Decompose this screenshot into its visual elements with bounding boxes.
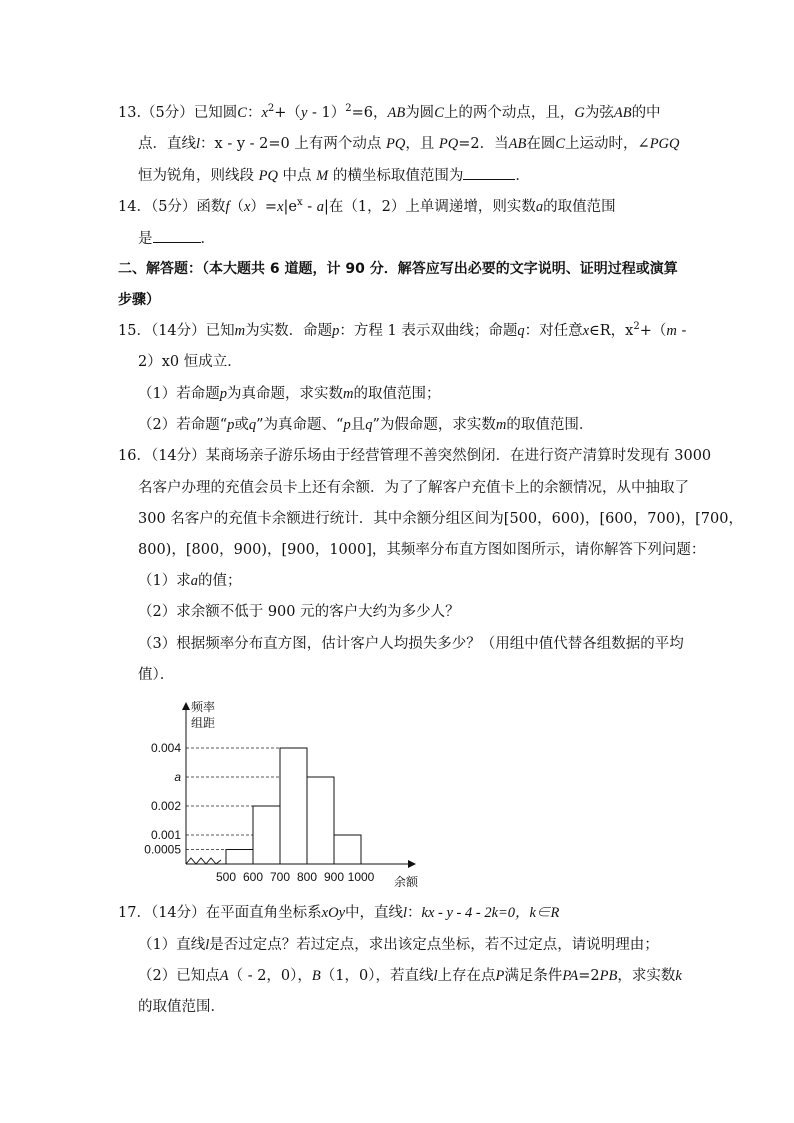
q15-line-1: 15．（14分）已知m为实数．命题p：方程 1 表示双曲线；命题q：对任意x∈R，$x^2+(m$ - — [118, 321, 687, 339]
q16-sub-3-cont: 值）． — [138, 667, 175, 683]
histogram-bar — [280, 748, 307, 864]
q13-line-2: 点．直线l：x - y - 2=0 上有两个动点 PQ，且 PQ=2．当AB在圆C上运动时，∠PGQ — [138, 136, 680, 152]
q17-sub-1: （1）直线l是否过定点？若过定点，求出该定点坐标，若不过定点，请说明理由； — [138, 937, 659, 953]
y-axis-arrow — [182, 702, 190, 710]
x-tick-label: 1000 — [347, 870, 375, 884]
x-axis-label: 余额 — [394, 875, 419, 889]
q13-line-1: 13.（5分）已知圆C：$x^2+(y - 1)^2=6$，AB为圆C上的两个动点，且，G为弦AB的中 — [118, 103, 661, 121]
q14-line-2: 是 ． — [138, 228, 215, 249]
q17-sub-2: （2）已知点A（ - 2，0），B（1，0），若直线l上存在点P满足条件PA=2PB，求实数k — [138, 968, 682, 984]
histogram-bar — [226, 850, 253, 865]
histogram-bar — [334, 835, 361, 864]
y-axis-label-numerator: 频率 — [191, 700, 216, 714]
q15-line-2: 2）x0 恒成立． — [138, 354, 242, 370]
q13-answer-blank — [463, 165, 515, 180]
x-tick-label: 700 — [269, 870, 291, 884]
y-tick-label: a — [174, 770, 181, 784]
q16-line-4: 800)，[800，900)，[900，1000]，其频率分布直方图如图所示，请你解答下列问题： — [138, 542, 706, 558]
y-tick-label: 0.004 — [150, 741, 181, 755]
q17-line-1: 17．（14分）在平面直角坐标系xOy中，直线l：kx - y - 4 - 2k=0，k∈R — [118, 905, 560, 921]
q15-sub-2: （2）若命题“p或q”为真命题、“p且q”为假命题，求实数m的取值范围． — [138, 417, 594, 433]
x-tick-label: 600 — [242, 870, 264, 884]
x-axis-arrow — [408, 860, 416, 868]
q16-sub-1: （1）求a的值； — [138, 573, 242, 589]
section-heading-cont: 步骤） — [118, 292, 160, 308]
q14-answer-blank — [153, 228, 201, 243]
axis-break-zigzag — [186, 858, 221, 864]
q16-line-2: 名客户办理的充值会员卡上还有余额．为了了解客户充值卡上的余额情况，从中抽取了 — [138, 480, 689, 496]
q13-line-3: 恒为锐角，则线段 PQ 中点 M 的横坐标取值范围为 ． — [138, 165, 530, 186]
y-tick-label: 0.002 — [150, 799, 181, 813]
q16-sub-2: （2）求余额不低于 900 元的客户大约为多少人？ — [138, 604, 460, 620]
x-tick-label: 800 — [296, 870, 318, 884]
q16-line-1: 16．（14分）某商场亲子游乐场由于经营管理不善突然倒闭．在进行资产清算时发现有 3000 — [118, 448, 712, 464]
q15-sub-1: （1）若命题p为真命题，求实数m的取值范围； — [138, 386, 441, 402]
histogram-bar — [253, 806, 280, 864]
q17-sub-2-cont: 的取值范围． — [138, 999, 225, 1015]
histogram-bar — [307, 777, 334, 864]
q16-sub-3: （3）根据频率分布直方图，估计客户人均损失多少？（用组中值代替各组数据的平均 — [138, 636, 684, 652]
y-axis-label-denominator: 组距 — [191, 716, 216, 730]
frequency-histogram — [140, 700, 430, 892]
q16-line-3: 300 名客户的充值卡余额进行统计．其中余额分组区间为[500，600)，[600，700)，[700， — [138, 511, 743, 527]
y-tick-label: 0.001 — [150, 828, 181, 842]
x-tick-label: 500 — [215, 870, 237, 884]
y-tick-label: 0.0005 — [144, 842, 181, 857]
x-tick-label: 900 — [323, 870, 345, 884]
q14-line-1: 14．（5分）函数$f(x)=x|e^x - a|$在（1，2）上单调递增，则实数a的取值范围 — [118, 197, 616, 215]
section-heading: 二、解答题：（本大题共 6 道题，计 90 分．解答应写出必要的文字说明、证明过程或演算 — [118, 261, 678, 277]
